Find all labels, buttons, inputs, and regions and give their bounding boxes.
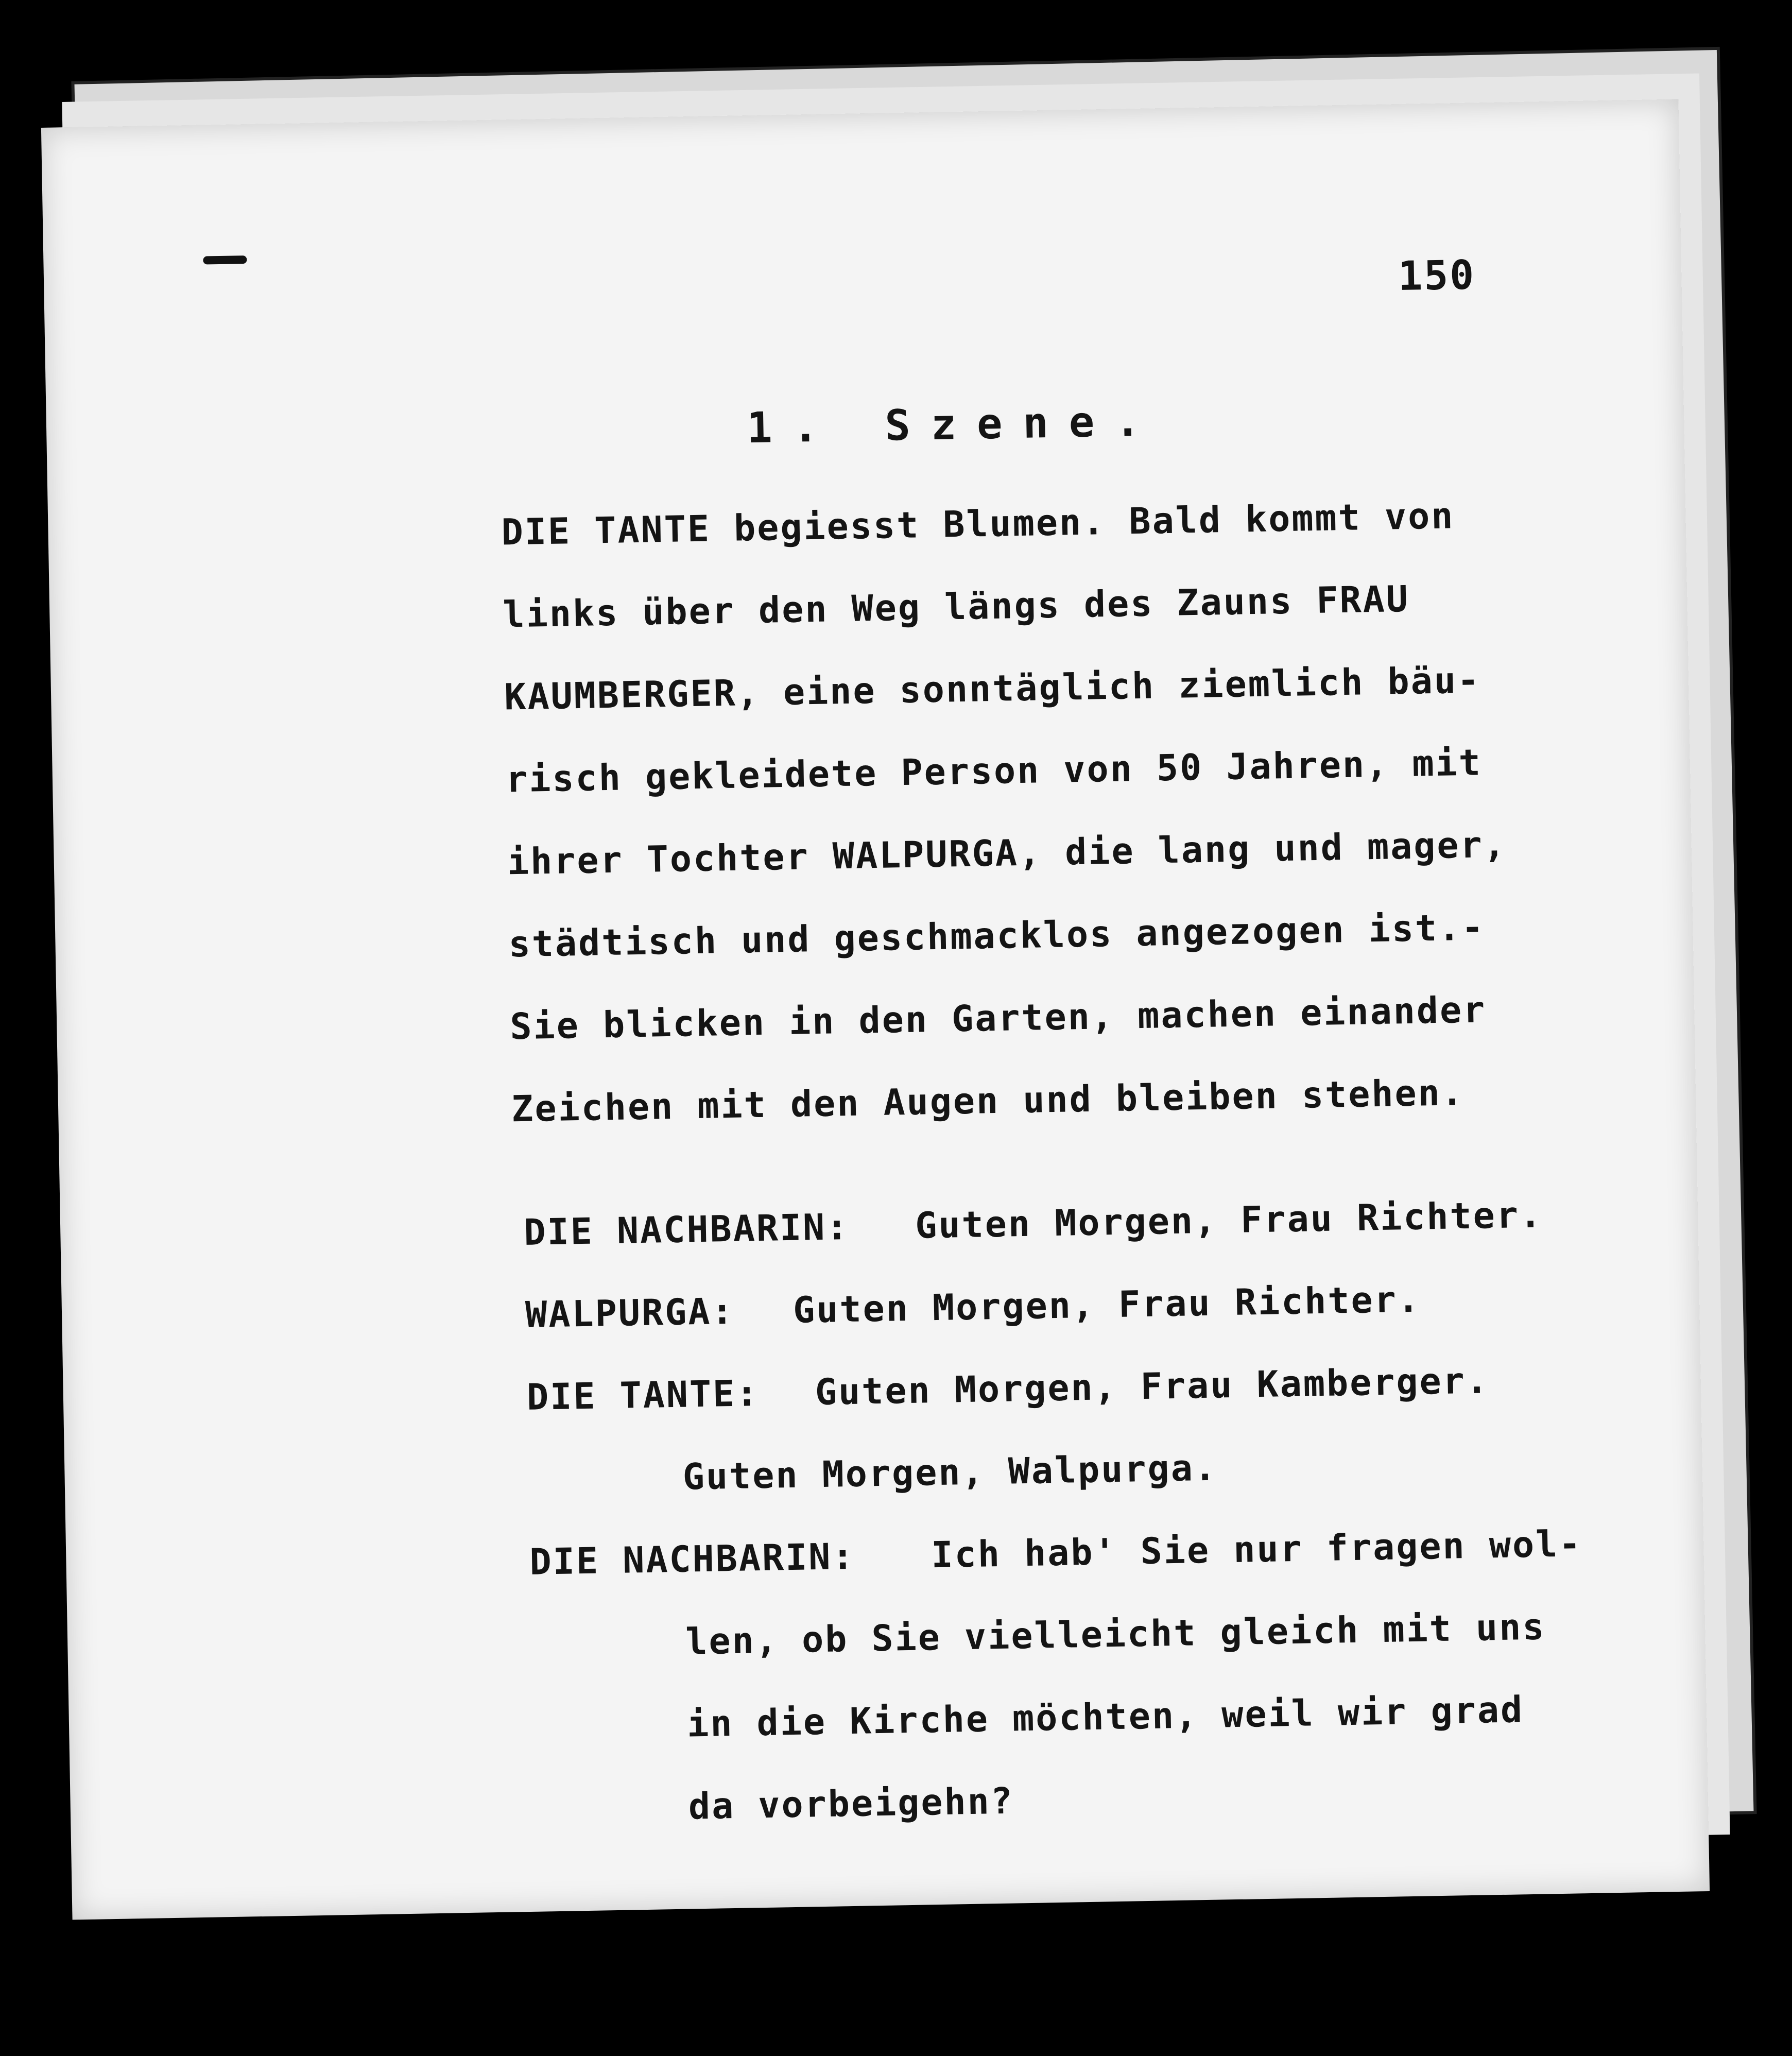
- stage-direction-line: links über den Weg längs des Zauns FRAU: [502, 577, 1410, 636]
- dialogue-line: [526, 1359, 1490, 1418]
- dialogue-continuation: len, ob Sie vielleicht gleich mit uns: [685, 1605, 1546, 1663]
- stage-direction-line: DIE TANTE begiesst Blumen. Bald kommt von: [501, 494, 1455, 554]
- spoken-text: Guten Morgen, Frau Kamberger.: [815, 1359, 1490, 1414]
- page-number: 150: [1398, 252, 1476, 300]
- stage-direction-line: Zeichen mit den Augen und bleiben stehen.: [511, 1071, 1465, 1130]
- stage-direction-line: städtisch und geschmacklos angezogen ist.-: [508, 906, 1486, 966]
- dialogue-continuation: in die Kirche möchten, weil wir grad: [686, 1688, 1524, 1745]
- stage-direction-line: KAUMBERGER, eine sonntäglich ziemlich bäu-: [504, 659, 1481, 718]
- speaker-name: DIE NACHBARIN:: [529, 1535, 856, 1583]
- dialogue-continuation: da vorbeigehn?: [688, 1779, 1014, 1828]
- spoken-text: Guten Morgen, Frau Richter.: [792, 1278, 1421, 1331]
- speaker-name: WALPURGA:: [525, 1290, 735, 1336]
- stage-direction-line: risch gekleidete Person von 50 Jahren, mit: [505, 741, 1483, 801]
- scene-title: 1. Szene.: [746, 397, 1162, 453]
- typescript-page: [41, 99, 1710, 1920]
- spoken-text: Ich hab' Sie nur fragen wol-: [931, 1522, 1583, 1577]
- stage-direction-line: ihrer Tochter WALPURGA, die lang und mager,: [507, 823, 1507, 883]
- ink-mark: [203, 255, 247, 264]
- dialogue-line: [523, 1193, 1543, 1254]
- stage-direction-line: Sie blicken in den Garten, machen einander: [509, 988, 1487, 1048]
- dialogue-line: [525, 1278, 1421, 1336]
- speaker-name: DIE NACHBARIN:: [523, 1205, 850, 1254]
- dialogue-continuation: Guten Morgen, Walpurga.: [682, 1446, 1218, 1498]
- dialogue-line: [529, 1522, 1583, 1583]
- speaker-name: DIE TANTE:: [526, 1372, 760, 1418]
- spoken-text: Guten Morgen, Frau Richter.: [915, 1193, 1543, 1247]
